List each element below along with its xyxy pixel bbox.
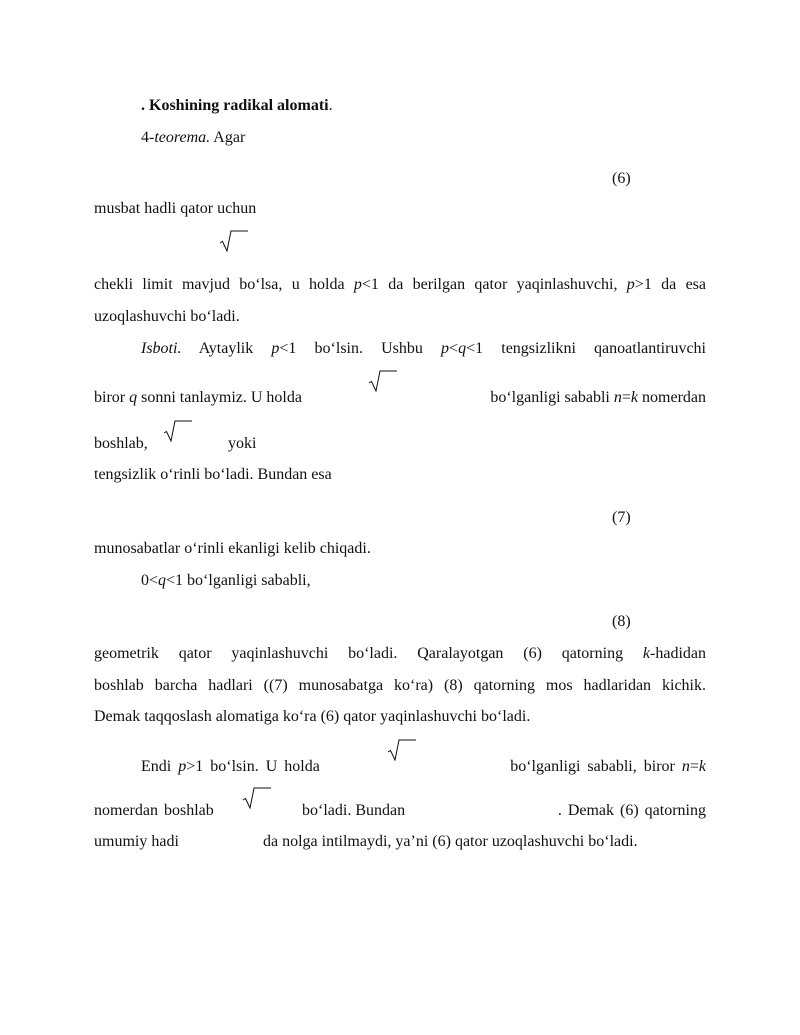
text-line-demak-qatorning: . Demak (6) qatorning xyxy=(557,802,706,819)
text-segment: >1 bo‘lsin. U holda xyxy=(186,758,320,775)
var-k: k xyxy=(630,389,639,406)
sqrt-sign-icon xyxy=(368,370,398,392)
section-title xyxy=(141,97,333,115)
text-line-nomerdan: nomerdan boshlab xyxy=(94,802,214,819)
text-segment: <1 bo‘lganligi sababli, xyxy=(166,572,311,589)
text-segment: <1 tengsizlikni qanoatlantiruvchi xyxy=(466,340,706,357)
text-line-umumiy: umumiy hadi xyxy=(94,833,179,850)
sqrt-sign-icon xyxy=(163,420,193,442)
text-line-uzoq: uzoqlashuvchi bo‘ladi. xyxy=(94,308,240,325)
theorem-number: 4- xyxy=(141,129,155,146)
text-segment: chekli limit mavjud bo‘lsa, u holda xyxy=(94,276,354,293)
text-line-biror-right xyxy=(490,389,706,407)
text-line-yoki: yoki xyxy=(228,435,257,452)
var-k: k xyxy=(698,758,706,775)
var-p: p xyxy=(626,276,635,293)
text-segment: -hadidan xyxy=(650,645,706,662)
text-line-munosabatlar: munosabatlar o‘rinli ekanligi kelib chiqadi. xyxy=(94,540,371,557)
var-k: k xyxy=(642,645,651,662)
text-line-isboti xyxy=(141,340,706,358)
text-segment: 0< xyxy=(141,572,159,589)
var-n: n xyxy=(613,389,622,406)
text-line-boshlab: boshlab, xyxy=(94,435,148,452)
isboti-label: Isboti. xyxy=(141,340,182,357)
var-q: q xyxy=(158,572,167,589)
text-segment: Aytaylik xyxy=(181,340,272,357)
var-q: q xyxy=(129,389,138,406)
text-line-biror-left xyxy=(94,389,302,407)
text-line-nolga: da nolga intilmaydi, ya’ni (6) qator uzoqlashuvchi bo‘ladi. xyxy=(263,833,638,850)
var-p: p xyxy=(178,758,187,775)
equation-label-6: (6) xyxy=(612,170,631,187)
text-line-0q xyxy=(141,572,311,590)
sqrt-sign-icon xyxy=(219,230,249,252)
text-line-tengsizlik: tengsizlik o‘rinli bo‘ladi. Bundan esa xyxy=(94,466,332,483)
section-title-period: . xyxy=(328,97,333,114)
text-segment: geometrik qator yaqinlashuvchi bo‘ladi. Qaralayotgan (6) qatorning xyxy=(94,645,643,662)
equation-label-7: (7) xyxy=(612,509,631,526)
text-line-demak: Demak taqqoslash alomatiga ko‘ra (6) qator yaqinlashuvchi bo‘ladi. xyxy=(94,708,531,725)
text-segment: = xyxy=(689,758,699,775)
text-line-endi-right xyxy=(510,758,706,776)
text-segment: <1 da berilgan qator yaqinlashuvchi, xyxy=(361,276,627,293)
var-p: p xyxy=(441,340,450,357)
sqrt-sign-icon xyxy=(387,739,417,761)
text-segment: nomerdan xyxy=(638,389,706,406)
text-segment: Endi xyxy=(141,758,179,775)
text-line-boladi-bundan: bo‘ladi. Bundan xyxy=(302,802,406,819)
theorem-word: teorema. xyxy=(154,129,211,146)
text-segment: sonni tanlaymiz. U holda xyxy=(137,389,302,406)
var-p: p xyxy=(353,276,362,293)
theorem-line xyxy=(141,129,245,147)
text-line-endi-left xyxy=(141,758,320,776)
equation-label-8: (8) xyxy=(612,613,631,630)
text-segment: = xyxy=(621,389,631,406)
var-n: n xyxy=(681,758,690,775)
text-line-barcha: boshlab barcha hadlari ((7) munosabatga ko‘ra) (8) qatorning mos hadlaridan kichik. xyxy=(94,677,706,694)
var-p: p xyxy=(271,340,280,357)
text-segment: bo‘lganligi sababli xyxy=(490,389,614,406)
theorem-agar: Agar xyxy=(210,129,246,146)
text-segment: <1 bo‘lsin. Ushbu xyxy=(279,340,442,357)
text-segment: bo‘lganligi sababli, biror xyxy=(510,758,682,775)
text-line-chekli xyxy=(94,276,706,294)
sqrt-sign-icon xyxy=(242,787,272,809)
var-q: q xyxy=(458,340,467,357)
text-line-musbat: musbat hadli qator uchun xyxy=(94,200,257,217)
text-line-geometrik xyxy=(94,645,706,663)
text-segment: biror xyxy=(94,389,130,406)
text-segment: < xyxy=(449,340,459,357)
section-title-bold: . Koshining radikal alomati xyxy=(141,97,329,114)
text-segment: >1 da esa xyxy=(634,276,706,293)
